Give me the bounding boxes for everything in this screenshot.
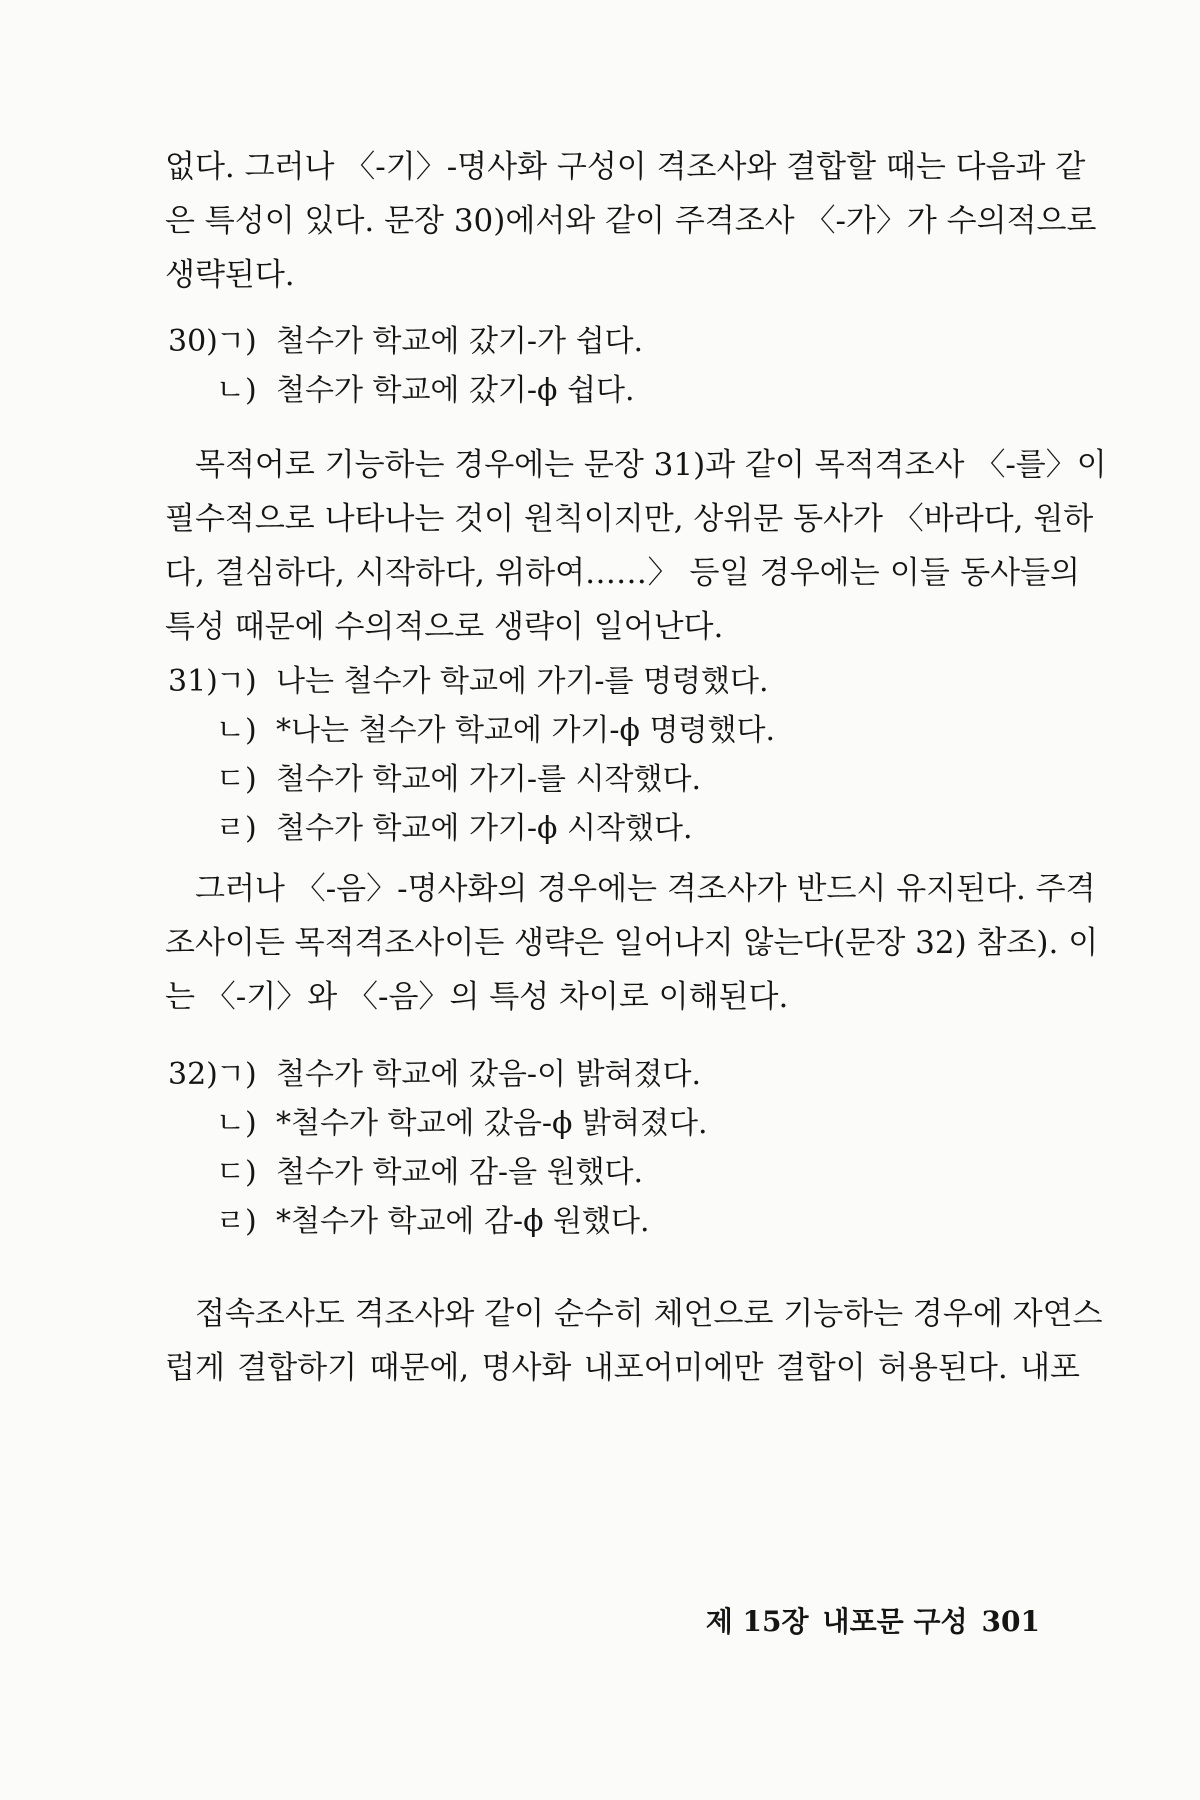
text-line: 다, 결심하다, 시작하다, 위하여……〉 등일 경우에는 이들 동사들의 — [165, 555, 1080, 591]
example-mark: ㄷ) — [216, 1155, 257, 1190]
example-mark: ㄷ) — [216, 762, 257, 797]
text-line: 럽게 결합하기 때문에, 명사화 내포어미에만 결합이 허용된다. 내포 — [165, 1350, 1080, 1386]
chapter-label: 제 15장 — [705, 1605, 809, 1638]
example-row — [168, 706, 775, 755]
example-mark: ㄹ) — [216, 1204, 257, 1239]
text-line: 특성 때문에 수의적으로 생략이 일어난다. — [165, 609, 724, 645]
example-text: 철수가 학교에 가기-를 시작했다. — [276, 762, 702, 797]
example-text: 철수가 학교에 갔기-ϕ 쉽다. — [276, 373, 635, 408]
paragraph-4 — [165, 1287, 1103, 1395]
text-line: 은 특성이 있다. 문장 30)에서와 같이 주격조사 〈-가〉가 수의적으로 — [165, 203, 1097, 239]
chapter-title: 내포문 구성 — [822, 1605, 968, 1638]
example-row — [168, 755, 775, 804]
example-text: 철수가 학교에 갔음-이 밝혀졌다. — [276, 1057, 702, 1092]
text-line: 생략된다. — [165, 257, 295, 293]
example-text: *나는 철수가 학교에 가기-ϕ 명령했다. — [276, 713, 775, 748]
paragraph-2 — [165, 438, 1107, 654]
text-line: 없다. 그러나 〈-기〉-명사화 구성이 격조사와 결합할 때는 다음과 같 — [165, 149, 1086, 185]
text-line: 는 〈-기〉와 〈-음〉의 특성 차이로 이해된다. — [165, 979, 789, 1015]
example-mark: ㄱ) — [216, 1057, 257, 1092]
example-row — [168, 1197, 708, 1246]
example-number: 31) — [168, 664, 218, 699]
example-32 — [168, 1050, 708, 1246]
example-row — [168, 317, 643, 366]
example-text: 철수가 학교에 감-을 원했다. — [276, 1155, 644, 1190]
example-row — [168, 366, 643, 415]
paragraph-1 — [165, 140, 1097, 302]
example-mark: ㄴ) — [216, 1106, 257, 1141]
example-mark: ㄴ) — [216, 713, 257, 748]
text-line: 그러나 〈-음〉-명사화의 경우에는 격조사가 반드시 유지된다. 주격 — [195, 871, 1096, 907]
page-footer — [692, 1600, 1040, 1640]
example-31 — [168, 657, 775, 853]
example-mark: ㄱ) — [216, 664, 257, 699]
example-row — [168, 1099, 708, 1148]
example-mark: ㄹ) — [216, 811, 257, 846]
example-row — [168, 657, 775, 706]
text-line: 목적어로 기능하는 경우에는 문장 31)과 같이 목적격조사 〈-를〉이 — [195, 447, 1107, 483]
paragraph-3 — [165, 862, 1099, 1024]
example-text: *철수가 학교에 감-ϕ 원했다. — [276, 1204, 650, 1239]
example-text: 나는 철수가 학교에 가기-를 명령했다. — [276, 664, 769, 699]
example-number: 30) — [168, 324, 218, 359]
example-number: 32) — [168, 1057, 218, 1092]
example-row — [168, 1148, 708, 1197]
example-row — [168, 1050, 708, 1099]
text-line: 접속조사도 격조사와 같이 순수히 체언으로 기능하는 경우에 자연스 — [195, 1296, 1103, 1332]
example-text: 철수가 학교에 가기-ϕ 시작했다. — [276, 811, 693, 846]
text-line: 조사이든 목적격조사이든 생략은 일어나지 않는다(문장 32) 참조). 이 — [165, 925, 1099, 961]
example-mark: ㄴ) — [216, 373, 257, 408]
text-line: 필수적으로 나타나는 것이 원칙이지만, 상위문 동사가 〈바라다, 원하 — [165, 501, 1094, 537]
example-text: 철수가 학교에 갔기-가 쉽다. — [276, 324, 644, 359]
example-mark: ㄱ) — [216, 324, 257, 359]
page-number: 301 — [981, 1605, 1040, 1638]
example-text: *철수가 학교에 갔음-ϕ 밝혀졌다. — [276, 1106, 708, 1141]
example-30 — [168, 317, 643, 415]
example-row — [168, 804, 775, 853]
